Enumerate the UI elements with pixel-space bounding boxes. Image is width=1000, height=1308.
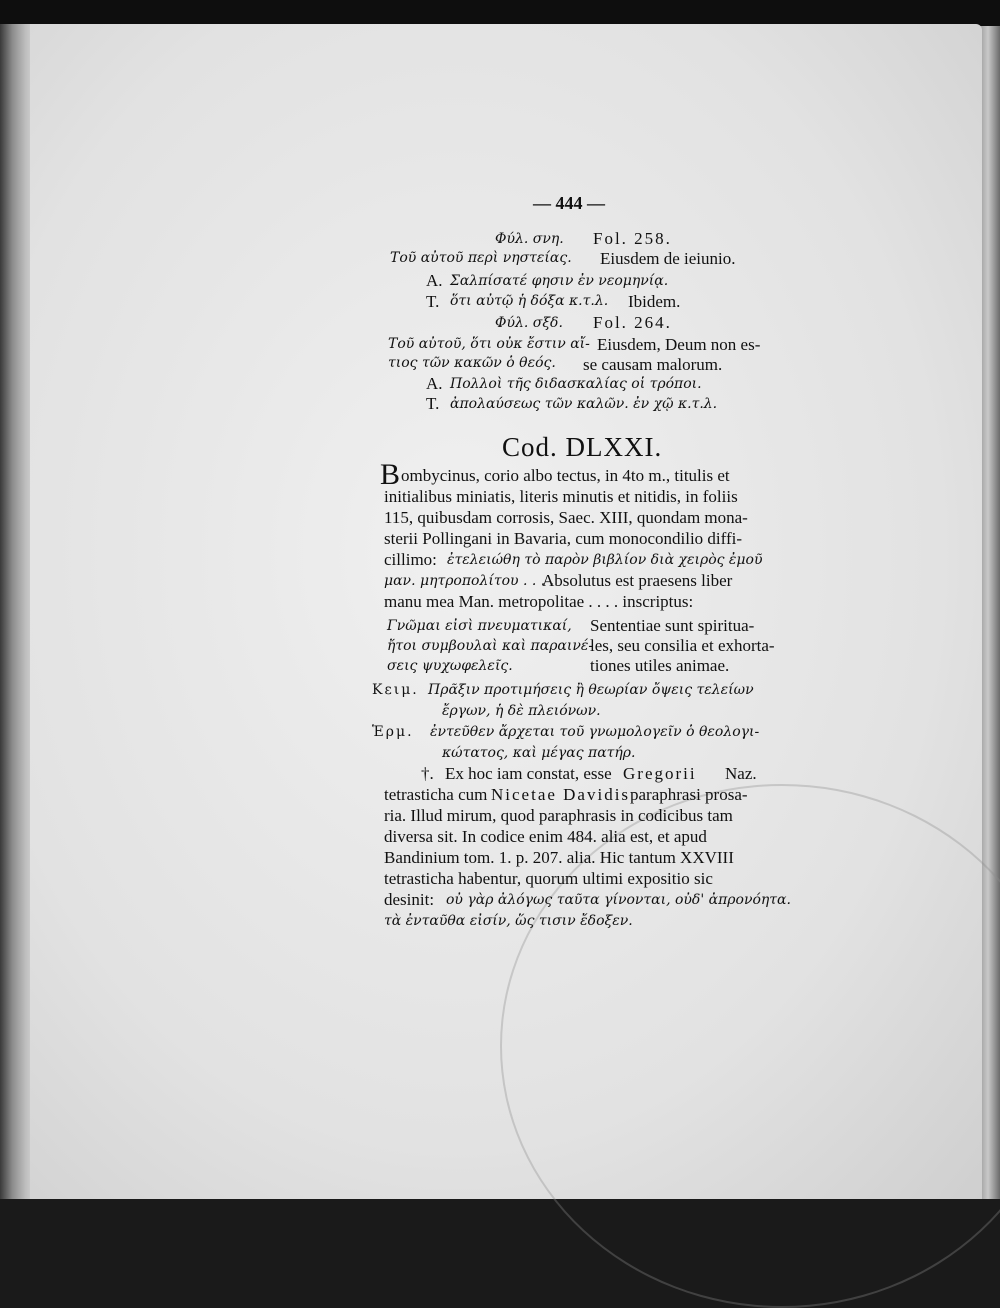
explicit-text-2: ἀπολαύσεως τῶν καλῶν. ἐν χῷ κ.τ.λ. — [450, 396, 718, 412]
note-dagger: †. — [421, 764, 434, 783]
explicit-text: ὅτι αὐτῷ ἡ δόξα κ.τ.λ. — [450, 293, 609, 309]
description-line-7: manu mea Man. metropolitae . . . . inscriptus: — [384, 592, 694, 611]
page-number: — 444 — — [533, 193, 605, 213]
note-line-2-post: paraphrasi prosa- — [630, 785, 748, 804]
codex-heading: Cod. DLXXI. — [502, 432, 663, 462]
description-line-5-latin: cillimo: — [384, 550, 437, 569]
explicit-ibidem: Ibidem. — [628, 292, 681, 311]
keim-text-2: ἔργων, ἡ δὲ πλειόνων. — [442, 703, 601, 719]
description-line-5-greek: ἐτελειώθη τὸ παρὸν βιβλίον διὰ χειρὸς ἐμοῦ — [447, 552, 763, 568]
title-greek-2a: Τοῦ αὐτοῦ, ὅτι οὐκ ἔστιν αἴ- — [388, 336, 590, 352]
note-line-2-name: Nicetae Davidis — [491, 785, 631, 804]
description-line-1: ombycinus, corio albo tectus, in 4to m., titulis et — [401, 466, 730, 485]
title-pair-latin-3: tiones utiles animae. — [590, 656, 730, 675]
note-line-6: tetrasticha habentur, quorum ultimi expositio sic — [384, 869, 713, 888]
folio-number-2: Fol. 264. — [593, 313, 672, 332]
document-page — [30, 24, 982, 1199]
description-line-6-latin: Absolutus est praesens liber — [542, 571, 733, 590]
keim-label: Κειμ. — [372, 682, 419, 698]
description-line-3: 115, quibusdam corrosis, Saec. XIII, quondam mona- — [384, 508, 748, 527]
note-line-7-greek: οὐ γὰρ ἀλόγως ταῦτα γίνονται, οὐδ' ἀπρονόητα. — [446, 892, 791, 908]
folio-number: Fol. 258. — [593, 229, 672, 248]
description-line-6-greek: μαν. μητροπολίτου . . . . — [384, 573, 555, 589]
title-latin-2b: se causam malorum. — [583, 355, 723, 374]
herm-label: Ἑρμ. — [372, 724, 414, 740]
incipit-label-2: A. — [426, 374, 443, 393]
explicit-label: T. — [426, 292, 440, 311]
note-line-7-latin: desinit: — [384, 890, 435, 909]
incipit-text-2: Πολλοὶ τῆς διδασκαλίας οἱ τρόποι. — [450, 376, 702, 392]
description-line-4: sterii Pollingani in Bavaria, cum monocondilio diffi- — [384, 529, 743, 548]
note-line-2-pre: tetrasticha cum — [384, 785, 488, 804]
title-pair-latin-1: Sententiae sunt spiritua- — [590, 616, 755, 635]
title-pair-greek-1: Γνῶμαι εἰσὶ πνευματικαί, — [387, 618, 572, 634]
note-line-1-post: Naz. — [725, 764, 757, 783]
description-line-2: initialibus miniatis, literis minutis et nitidis, in foliis — [384, 487, 738, 506]
note-line-5: Bandinium tom. 1. p. 207. alia. Hic tantum XXVIII — [384, 848, 734, 867]
keim-text-1: Πρᾶξιν προτιμήσεις ἢ θεωρίαν ὄψεις τελείων — [428, 682, 754, 698]
description-initial: B — [380, 458, 401, 491]
title-greek-2b: τιος τῶν κακῶν ὁ θεός. — [388, 355, 556, 371]
incipit-text: Σαλπίσατέ φησιν ἐν νεομηνίᾳ. — [450, 273, 669, 289]
explicit-label-2: T. — [426, 394, 440, 413]
note-line-3: ria. Illud mirum, quod paraphrasis in codicibus tam — [384, 806, 733, 825]
folio-greek-label: Φύλ. σνη. — [495, 231, 564, 247]
note-line-1-name: Gregorii — [623, 764, 697, 783]
note-line-8-greek: τὰ ἐνταῦθα εἰσίν, ὥς τισιν ἔδοξεν. — [384, 913, 633, 929]
herm-text-1: ἐντεῦθεν ἄρχεται τοῦ γνωμολογεῖν ὁ θεολογι- — [430, 724, 760, 740]
herm-text-2: κώτατος, καὶ μέγας πατήρ. — [442, 745, 636, 761]
title-pair-latin-2: les, seu consilia et exhorta- — [590, 636, 775, 655]
title-greek: Τοῦ αὐτοῦ περὶ νηστείας. — [390, 250, 572, 266]
note-line-4: diversa sit. In codice enim 484. alia est, et apud — [384, 827, 707, 846]
note-line-1-pre: Ex hoc iam constat, esse — [445, 764, 612, 783]
incipit-label: A. — [426, 271, 443, 290]
title-latin-2a: Eiusdem, Deum non es- — [597, 335, 761, 354]
title-pair-greek-3: σεις ψυχωφελεῖς. — [387, 658, 513, 674]
title-pair-greek-2: ἤτοι συμβουλαὶ καὶ παραινέ- — [387, 638, 594, 654]
folio-greek-label-2: Φύλ. σξδ. — [495, 315, 563, 331]
title-latin: Eiusdem de ieiunio. — [600, 249, 736, 268]
